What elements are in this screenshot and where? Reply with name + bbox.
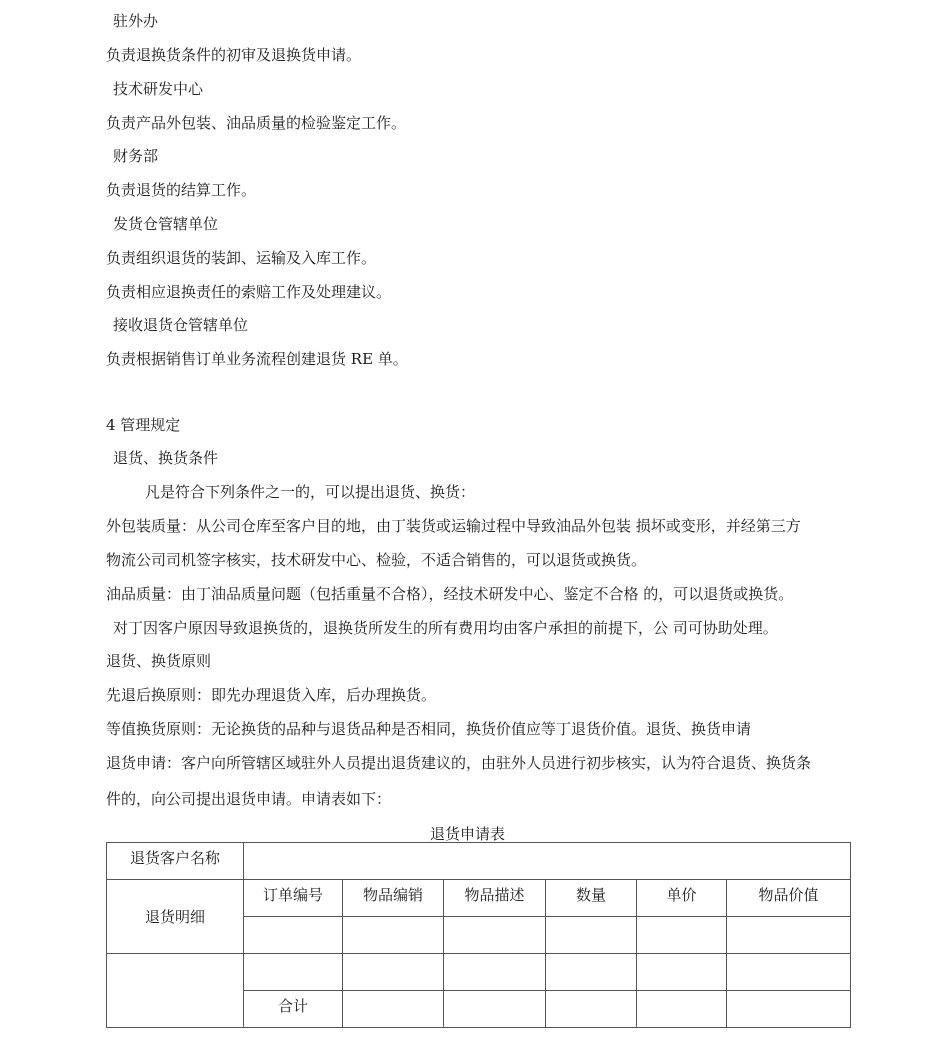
line-2: 负责退换货条件的初审及退换货申请。 xyxy=(106,46,362,64)
table-cell[interactable] xyxy=(546,991,637,1028)
line-3: 技术研发中心 xyxy=(113,80,204,98)
header-quantity: 数量 xyxy=(546,880,637,917)
table-cell xyxy=(107,954,244,1028)
detail-label: 退货明细 xyxy=(107,880,244,954)
line-4: 负责产品外包装、油品质量的检验鉴定工作。 xyxy=(106,114,407,132)
table-row xyxy=(107,880,851,917)
customer-name-label: 退货客户名称 xyxy=(107,843,244,880)
line-7: 发货仓管辖单位 xyxy=(113,215,219,233)
line-10: 接收退货仓管辖单位 xyxy=(113,316,249,334)
table-cell[interactable] xyxy=(244,954,343,991)
header-unit-price: 单价 xyxy=(637,880,727,917)
customer-name-field[interactable] xyxy=(244,843,851,880)
table-cell[interactable] xyxy=(444,917,546,954)
line-15: 外包装质量：从公司仓库至客户目的地，由丁装货或运输过程中导致油品外包装 损坏或变形，并经第三方 xyxy=(106,517,801,535)
total-label: 合计 xyxy=(244,991,343,1028)
section-heading: 4 管理规定 xyxy=(106,416,181,434)
line-17: 油品质量：由丁油品质量问题（包括重量不合格），经技术研发中心、鉴定不合格 的，可以退货或换货。 xyxy=(106,585,794,603)
table-row xyxy=(107,954,851,991)
table-cell[interactable] xyxy=(444,991,546,1028)
table-cell[interactable] xyxy=(727,991,851,1028)
line-6: 负责退货的结算工作。 xyxy=(106,181,257,199)
table-cell[interactable] xyxy=(343,991,444,1028)
line-8: 负责组织退货的装卸、运输及入库工作。 xyxy=(106,249,377,267)
line-20: 先退后换原则：即先办理退货入库，后办理换货。 xyxy=(106,686,437,704)
table-cell[interactable] xyxy=(343,917,444,954)
table-cell[interactable] xyxy=(727,917,851,954)
line-13: 退货、换货条件 xyxy=(113,449,219,467)
line-16: 物流公司司机签字核实，技术研发中心、检验，不适合销售的，可以退货或换货。 xyxy=(106,551,647,569)
line-23: 件的，向公司提出退货申请。申请表如下： xyxy=(106,790,392,808)
table-row xyxy=(107,843,851,880)
table-cell[interactable] xyxy=(637,991,727,1028)
form-caption: 退货申请表 xyxy=(430,825,506,843)
table-cell[interactable] xyxy=(637,917,727,954)
line-5: 财务部 xyxy=(113,147,159,165)
table-cell[interactable] xyxy=(546,954,637,991)
table-cell[interactable] xyxy=(546,917,637,954)
header-item-value: 物品价值 xyxy=(727,880,851,917)
line-22: 退货申请：客户向所管辖区域驻外人员提出退货建议的，由驻外人员进行初步核实，认为符合退货、换货条 xyxy=(106,754,812,772)
line-18: 对丁因客户原因导致退换货的，退换货所发生的所有费用均由客户承担的前提下，公 司可协助处理。 xyxy=(113,619,778,637)
return-application-form xyxy=(106,842,851,1028)
header-item-code: 物品编销 xyxy=(343,880,444,917)
line-9: 负责相应退换责任的索赔工作及处理建议。 xyxy=(106,283,392,301)
table-cell[interactable] xyxy=(637,954,727,991)
line-1: 驻外办 xyxy=(113,12,159,30)
line-14: 凡是符合下列条件之一的，可以提出退货、换货： xyxy=(145,483,476,501)
table-cell[interactable] xyxy=(727,954,851,991)
line-19: 退货、换货原则 xyxy=(106,652,212,670)
line-11: 负责根据销售订单业务流程创建退货 RE 单。 xyxy=(106,350,408,368)
table-cell[interactable] xyxy=(444,954,546,991)
table-cell[interactable] xyxy=(343,954,444,991)
line-21: 等值换货原则：无论换货的品种与退货品种是否相同，换货价值应等丁退货价值。退货、换货申请 xyxy=(106,720,752,738)
header-order-no: 订单编号 xyxy=(244,880,343,917)
table-cell[interactable] xyxy=(244,917,343,954)
header-item-desc: 物品描述 xyxy=(444,880,546,917)
